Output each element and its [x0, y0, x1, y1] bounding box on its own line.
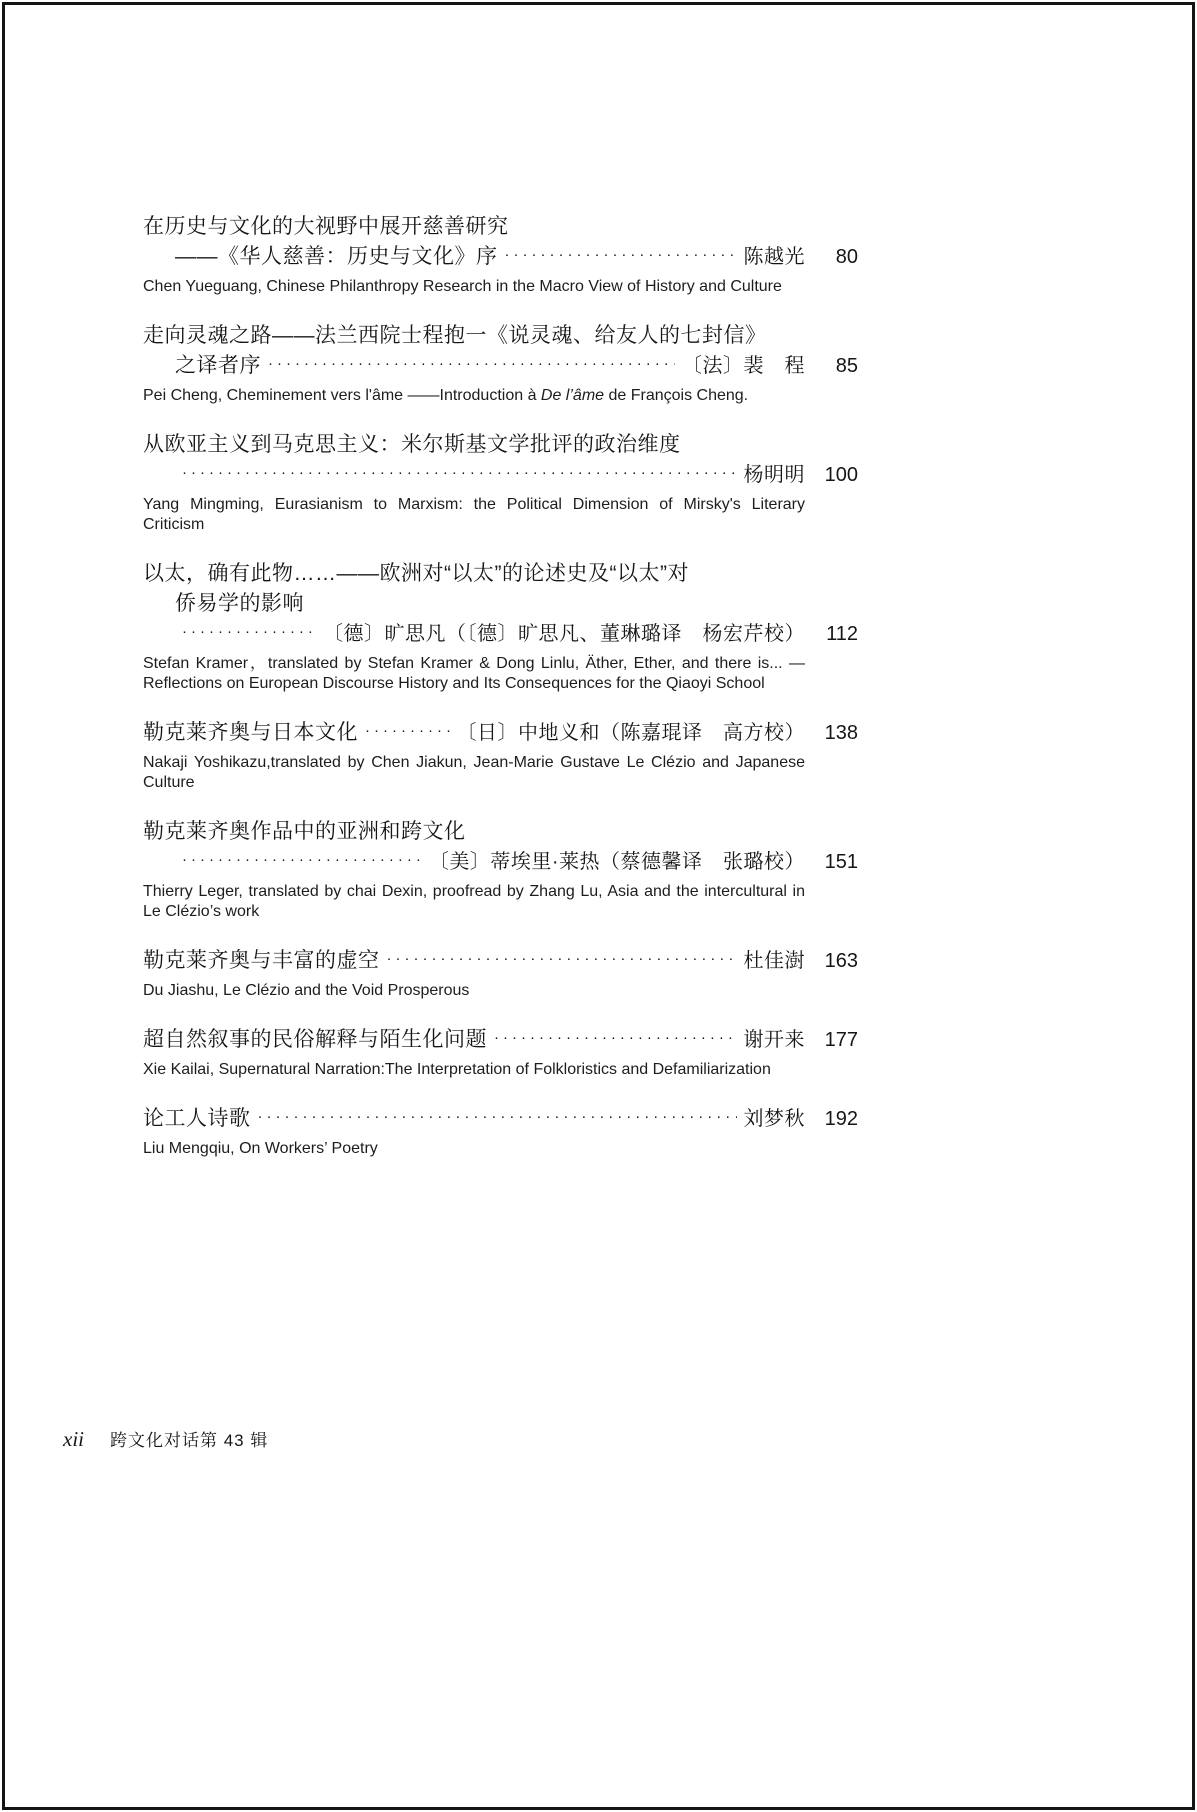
dotted-leader: [182, 845, 422, 875]
journal-title: 跨文化对话第 43 辑: [110, 1431, 269, 1450]
english-italic-title: De l’âme: [540, 387, 605, 404]
dotted-leader: [258, 1102, 737, 1132]
entry-page-number: 112: [826, 623, 858, 645]
entry-english-caption: Du Jiashu, Le Clézio and the Void Prosperous: [143, 982, 470, 999]
toc-entry: [143, 946, 858, 1001]
dotted-leader: [387, 944, 737, 974]
entry-english-caption: Xie Kailai, Supernatural Narration:The Interpretation of Folkloristics and Defamiliarization: [143, 1061, 771, 1078]
entry-title: 勒克莱齐奥与丰富的虚空: [143, 949, 380, 972]
entry-english-caption: Yang Mingming, Eurasianism to Marxism: the Political Dimension of Mirsky's Literary Criticism: [143, 496, 805, 533]
entry-page-number: 177: [824, 1029, 858, 1051]
entry-author: 谢开来: [743, 1029, 805, 1051]
entry-title: 勒克莱齐奥作品中的亚洲和跨文化: [143, 820, 466, 843]
dotted-leader: [505, 240, 737, 270]
entry-author: 〔日〕中地义和（陈嘉琨译 高方校）: [456, 722, 805, 744]
toc-entry: [143, 321, 858, 406]
entry-title: 走向灵魂之路——法兰西院士程抱一《说灵魂、给友人的七封信》: [143, 324, 767, 347]
entry-title: 在历史与文化的大视野中展开慈善研究: [143, 215, 509, 238]
entry-author: 杜佳澍: [743, 950, 805, 972]
entry-author: 〔德〕旷思凡（〔德〕旷思凡、董琳璐译 杨宏芹校）: [323, 623, 805, 645]
folio-page-number: xii: [63, 1427, 84, 1451]
toc-entry: [143, 430, 858, 535]
entry-english-caption: Stefan Kramer，translated by Stefan Kramer & Dong Linlu, Äther, Ether, and there is... —Reflections on European Discourse History and Its Consequences for the Qiaoyi School: [143, 655, 805, 692]
page-footer: [63, 1426, 268, 1452]
entry-english-caption: Chen Yueguang, Chinese Philanthropy Research in the Macro View of History and Culture: [143, 278, 782, 295]
entry-author: 陈越光: [743, 246, 805, 268]
entry-title-continued: 之译者序: [175, 354, 261, 377]
entry-leader-row: [143, 619, 858, 649]
entry-title: 从欧亚主义到马克思主义：米尔斯基文学批评的政治维度: [143, 433, 681, 456]
entry-author: 杨明明: [743, 464, 805, 486]
entry-english-caption: [143, 386, 805, 406]
toc-content: [143, 212, 858, 1183]
entry-author: 〔法〕裴 程: [682, 355, 805, 377]
entry-author: 〔美〕蒂埃里·莱热（蔡德馨译 张璐校）: [428, 851, 805, 873]
entry-leader-row: [143, 946, 858, 976]
dotted-leader: [182, 458, 737, 488]
dotted-leader: [494, 1023, 737, 1053]
dotted-leader: [365, 716, 450, 746]
entry-author: 刘梦秋: [743, 1108, 805, 1130]
english-segment: Pei Cheng, Cheminement vers l'âme ——Introduction à: [143, 387, 541, 404]
entry-page-number: 192: [824, 1108, 858, 1130]
entry-leader-row: [143, 718, 858, 748]
toc-entry: [143, 212, 858, 297]
entry-leader-row: [143, 351, 858, 381]
entry-page-number: 100: [824, 464, 858, 486]
entry-title: 以太，确有此物……——欧洲对“以太”的论述史及“以太”对: [143, 562, 689, 585]
english-segment: de François Cheng.: [604, 387, 749, 404]
toc-entry: [143, 559, 858, 694]
entry-title: 勒克莱齐奥与日本文化: [143, 721, 358, 744]
entry-page-number: 80: [835, 246, 858, 268]
entry-page-number: 138: [824, 722, 858, 744]
toc-entry: [143, 1025, 858, 1080]
entry-page-number: 163: [824, 950, 858, 972]
dotted-leader: [182, 617, 316, 647]
entry-english-caption: Nakaji Yoshikazu,translated by Chen Jiakun, Jean-Marie Gustave Le Clézio and Japanese Culture: [143, 754, 805, 791]
entry-title-continued: ——《华人慈善：历史与文化》序: [175, 245, 498, 268]
toc-entry: [143, 817, 858, 922]
entry-page-number: 151: [824, 851, 858, 873]
entry-title: 超自然叙事的民俗解释与陌生化问题: [143, 1028, 487, 1051]
toc-entry: [143, 718, 858, 793]
entry-english-caption: Thierry Leger, translated by chai Dexin, proofread by Zhang Lu, Asia and the intercultural in Le Clézio’s work: [143, 883, 805, 920]
entry-leader-row: [143, 460, 858, 490]
entry-title-continued: 侨易学的影响: [175, 592, 304, 615]
entry-english-caption: Liu Mengqiu, On Workers’ Poetry: [143, 1140, 378, 1157]
entry-title: 论工人诗歌: [143, 1107, 251, 1130]
dotted-leader: [268, 349, 675, 379]
entry-leader-row: [143, 1104, 858, 1134]
entry-page-number: 85: [835, 355, 858, 377]
entry-leader-row: [143, 847, 858, 877]
entry-leader-row: [143, 1025, 858, 1055]
entry-leader-row: [143, 242, 858, 272]
toc-entry: [143, 1104, 858, 1159]
